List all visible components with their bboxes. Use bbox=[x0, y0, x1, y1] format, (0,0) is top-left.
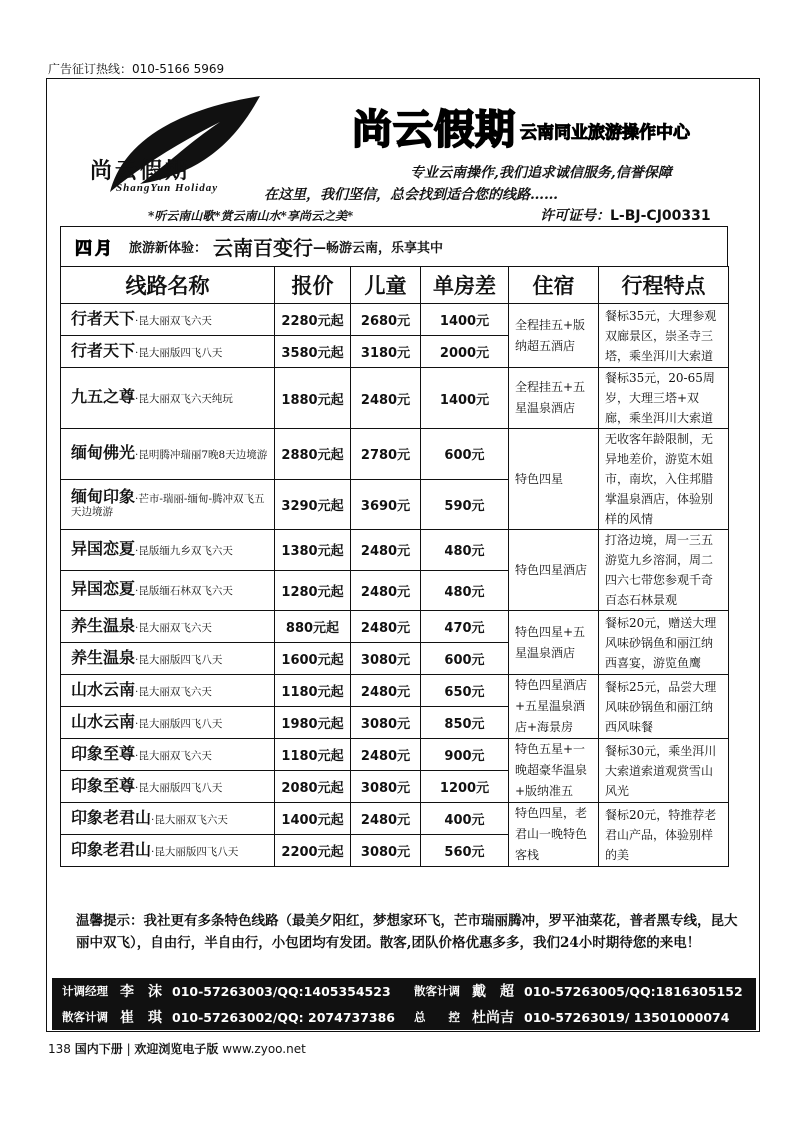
tagline: *听云南山歌*赏云南山水*享尚云之美* bbox=[148, 209, 354, 223]
page-number: 138 bbox=[48, 1042, 71, 1056]
single-supplement-cell: 600元 bbox=[421, 429, 509, 480]
route-name-cell bbox=[61, 479, 275, 530]
route-name: 养生温泉 bbox=[71, 647, 136, 667]
route-name-cell bbox=[61, 336, 275, 368]
price-cell: 1880元起 bbox=[275, 368, 351, 429]
month-label: 四月 bbox=[75, 239, 115, 259]
features-cell: 打洛边境，周一三五游览九乡溶洞，周二四六七带您参观千奇百态石林景观 bbox=[599, 530, 729, 611]
license-label: 许可证号： bbox=[540, 208, 610, 224]
features-cell: 餐标30元，乘坐洱川大索道索道观赏雪山风光 bbox=[599, 739, 729, 803]
footer-url[interactable]: www.zyoo.net bbox=[222, 1042, 306, 1056]
route-desc: ·芒市-瑞丽-缅甸-腾冲双飞五天边境游 bbox=[71, 492, 265, 518]
contact-name: 杜尚吉 bbox=[472, 1010, 514, 1026]
child-price-cell: 3080元 bbox=[351, 771, 421, 803]
child-price-cell: 2680元 bbox=[351, 304, 421, 336]
contact-phone: 010-57263003/QQ:1405354523 bbox=[172, 983, 391, 999]
contact-role: 散客计调 bbox=[62, 1010, 108, 1024]
lodging-cell: 特色四星，老君山一晚特色客栈 bbox=[509, 803, 599, 867]
single-supplement-cell: 400元 bbox=[421, 803, 509, 835]
route-name: 养生温泉 bbox=[71, 615, 136, 635]
header-child: 儿童 bbox=[351, 267, 421, 304]
route-desc: ·昆大丽双飞六天 bbox=[135, 749, 212, 762]
price-cell: 1980元起 bbox=[275, 707, 351, 739]
route-desc: ·昆大丽版四飞八天 bbox=[135, 346, 223, 359]
route-name-cell bbox=[61, 368, 275, 429]
footer-section: 国内下册 bbox=[74, 1042, 123, 1056]
route-table-section bbox=[60, 226, 728, 867]
table-row bbox=[61, 803, 729, 835]
route-desc: ·昆大丽版四飞八天 bbox=[135, 717, 223, 730]
price-cell: 1600元起 bbox=[275, 643, 351, 675]
price-cell: 2880元起 bbox=[275, 429, 351, 480]
table-row bbox=[61, 530, 729, 571]
route-name-cell bbox=[61, 643, 275, 675]
price-cell: 2200元起 bbox=[275, 835, 351, 867]
features-cell: 餐标35元，大理参观双廊景区，崇圣寺三塔，乘坐洱川大索道 bbox=[599, 304, 729, 368]
route-name-cell bbox=[61, 429, 275, 480]
single-supplement-cell: 650元 bbox=[421, 675, 509, 707]
contact-phone: 010-57263019/ 13501000074 bbox=[524, 1009, 730, 1025]
lodging-cell: 特色四星 bbox=[509, 429, 599, 530]
route-name: 缅甸印象 bbox=[71, 486, 136, 506]
route-name: 异国恋夏 bbox=[71, 579, 136, 599]
footer-welcome: 欢迎浏览电子版 bbox=[134, 1042, 219, 1056]
price-cell: 880元起 bbox=[275, 611, 351, 643]
header-price: 报价 bbox=[275, 267, 351, 304]
price-cell: 3580元起 bbox=[275, 336, 351, 368]
header-route-name: 线路名称 bbox=[61, 267, 275, 304]
contact-role: 计调经理 bbox=[62, 984, 108, 998]
route-table bbox=[60, 266, 729, 867]
license-number bbox=[540, 205, 711, 225]
price-cell: 1180元起 bbox=[275, 675, 351, 707]
header-lodging: 住宿 bbox=[509, 267, 599, 304]
features-cell: 餐标35元，20-65周岁，大理三塔+双廊，乘坐洱川大索道 bbox=[599, 368, 729, 429]
license-value: L-BJ-CJ00331 bbox=[610, 208, 711, 224]
child-price-cell: 2480元 bbox=[351, 675, 421, 707]
child-price-cell: 2480元 bbox=[351, 368, 421, 429]
route-name-cell bbox=[61, 530, 275, 571]
lodging-cell: 全程挂五+五星温泉酒店 bbox=[509, 368, 599, 429]
lodging-cell: 特色五星+一晚超豪华温泉+版纳准五 bbox=[509, 739, 599, 803]
contact-role: 总 控 bbox=[414, 1010, 460, 1024]
route-desc: ·昆大丽双飞六天纯玩 bbox=[135, 393, 233, 405]
features-cell: 餐标20元，赠送大理风味砂锅鱼和丽江纳西喜宴，游览鱼鹰 bbox=[599, 611, 729, 675]
single-supplement-cell: 590元 bbox=[421, 479, 509, 530]
theme-subtitle: —畅游云南，乐享其中 bbox=[313, 241, 444, 256]
child-price-cell: 3690元 bbox=[351, 479, 421, 530]
route-name: 行者天下 bbox=[71, 340, 136, 360]
single-supplement-cell: 850元 bbox=[421, 707, 509, 739]
route-name-cell bbox=[61, 304, 275, 336]
route-desc: ·昆大丽双飞六天 bbox=[151, 813, 228, 826]
single-supplement-cell: 560元 bbox=[421, 835, 509, 867]
child-price-cell: 3080元 bbox=[351, 707, 421, 739]
table-row bbox=[61, 429, 729, 480]
route-desc: ·昆版缅九乡双飞六天 bbox=[135, 544, 233, 557]
features-cell: 餐标25元，品尝大理风味砂锅鱼和丽江纳西风味餐 bbox=[599, 675, 729, 739]
contact-name: 戴 超 bbox=[472, 984, 514, 1000]
route-desc: ·昆大丽版四飞八天 bbox=[135, 653, 223, 666]
slogan-route: 在这里，我们坚信，总会找到适合您的线路…… bbox=[264, 187, 558, 203]
header-single-supplement: 单房差 bbox=[421, 267, 509, 304]
single-supplement-cell: 470元 bbox=[421, 611, 509, 643]
lodging-cell: 特色四星+五星温泉酒店 bbox=[509, 611, 599, 675]
child-price-cell: 2480元 bbox=[351, 739, 421, 771]
header-features: 行程特点 bbox=[599, 267, 729, 304]
single-supplement-cell: 480元 bbox=[421, 530, 509, 571]
table-row bbox=[61, 739, 729, 771]
route-name: 山水云南 bbox=[71, 711, 136, 731]
features-cell: 餐标20元，特推荐老君山产品，体验别样的美 bbox=[599, 803, 729, 867]
table-body bbox=[61, 304, 729, 867]
table-row bbox=[61, 611, 729, 643]
route-name-cell bbox=[61, 707, 275, 739]
tip-label: 温馨提示： bbox=[76, 913, 144, 929]
route-name: 印象至尊 bbox=[71, 743, 136, 763]
route-desc: ·昆大丽双飞六天 bbox=[135, 685, 212, 698]
table-row bbox=[61, 675, 729, 707]
lodging-cell: 特色四星酒店+五星温泉酒店+海景房 bbox=[509, 675, 599, 739]
contact-phone: 010-57263002/QQ: 2074737386 bbox=[172, 1009, 396, 1025]
single-supplement-cell: 480元 bbox=[421, 570, 509, 611]
slogan-service: 专业云南操作,我们追求诚信服务,信誉保障 bbox=[410, 165, 672, 181]
route-desc: ·昆大丽双飞六天 bbox=[135, 314, 212, 327]
price-cell: 2080元起 bbox=[275, 771, 351, 803]
logo-pinyin: ShangYun Holiday bbox=[116, 182, 219, 194]
contact-name: 崔 琪 bbox=[120, 1010, 162, 1026]
experience-label: 旅游新体验： bbox=[129, 241, 208, 256]
single-supplement-cell: 2000元 bbox=[421, 336, 509, 368]
features-cell: 无收客年龄限制，无异地差价，游览木姐市，南坎，入住邦腊掌温泉酒店，体验别样的风情 bbox=[599, 429, 729, 530]
single-supplement-cell: 1400元 bbox=[421, 368, 509, 429]
child-price-cell: 2480元 bbox=[351, 570, 421, 611]
table-row bbox=[61, 368, 729, 429]
price-cell: 1380元起 bbox=[275, 530, 351, 571]
route-name: 印象老君山 bbox=[71, 839, 152, 859]
route-name-cell bbox=[61, 739, 275, 771]
contact-name: 李 沫 bbox=[120, 984, 162, 1000]
route-name: 山水云南 bbox=[71, 679, 136, 699]
route-desc: ·昆明腾冲瑞丽7晚8天边境游 bbox=[135, 448, 268, 461]
route-name: 印象老君山 bbox=[71, 807, 152, 827]
child-price-cell: 2480元 bbox=[351, 611, 421, 643]
contact-bar-1 bbox=[52, 978, 756, 1004]
table-header-row bbox=[61, 267, 729, 304]
lodging-cell: 全程挂五+版纳超五酒店 bbox=[509, 304, 599, 368]
child-price-cell: 3180元 bbox=[351, 336, 421, 368]
contact-phone: 010-57263005/QQ:1816305152 bbox=[524, 983, 743, 999]
single-supplement-cell: 1400元 bbox=[421, 304, 509, 336]
child-price-cell: 2480元 bbox=[351, 803, 421, 835]
theme-title: 云南百变行 bbox=[213, 236, 314, 260]
child-price-cell: 2780元 bbox=[351, 429, 421, 480]
price-cell: 3290元起 bbox=[275, 479, 351, 530]
route-name-cell bbox=[61, 835, 275, 867]
section-header bbox=[60, 226, 728, 266]
brand-title: 尚云假期 bbox=[352, 107, 516, 153]
single-supplement-cell: 600元 bbox=[421, 643, 509, 675]
logo-chinese-name: 尚云假期 bbox=[90, 158, 191, 184]
child-price-cell: 2480元 bbox=[351, 530, 421, 571]
route-desc: ·昆大丽双飞六天 bbox=[135, 621, 212, 634]
route-name: 异国恋夏 bbox=[71, 538, 136, 558]
route-name-cell bbox=[61, 570, 275, 611]
route-desc: ·昆大丽版四飞八天 bbox=[151, 845, 239, 858]
child-price-cell: 3080元 bbox=[351, 835, 421, 867]
price-cell: 2280元起 bbox=[275, 304, 351, 336]
route-name: 印象至尊 bbox=[71, 775, 136, 795]
page-footer: 138 国内下册 | 欢迎浏览电子版 www.zyoo.net bbox=[48, 1042, 306, 1056]
route-name: 行者天下 bbox=[71, 308, 136, 328]
route-name-cell bbox=[61, 771, 275, 803]
contact-bar-2 bbox=[52, 1004, 756, 1030]
table-row bbox=[61, 304, 729, 336]
route-name: 缅甸佛光 bbox=[71, 442, 136, 462]
route-name-cell bbox=[61, 803, 275, 835]
route-desc: ·昆大丽版四飞八天 bbox=[135, 781, 223, 794]
route-name: 九五之尊 bbox=[71, 387, 136, 406]
price-cell: 1400元起 bbox=[275, 803, 351, 835]
price-cell: 1180元起 bbox=[275, 739, 351, 771]
price-cell: 1280元起 bbox=[275, 570, 351, 611]
lodging-cell: 特色四星酒店 bbox=[509, 530, 599, 611]
single-supplement-cell: 900元 bbox=[421, 739, 509, 771]
tip-text: 我社更有多条特色线路（最美夕阳红，梦想家环飞，芒市瑞丽腾冲，罗平油菜花，普者黑专线，昆大丽中双飞），自由行，半自由行，小包团均有发团。散客,团队价格优惠多多，我们24小时期待您的来电！ bbox=[76, 913, 738, 951]
tip-note bbox=[76, 910, 738, 954]
route-name-cell bbox=[61, 611, 275, 643]
child-price-cell: 3080元 bbox=[351, 643, 421, 675]
contact-role: 散客计调 bbox=[414, 984, 460, 998]
brand-subtitle: 云南同业旅游操作中心 bbox=[520, 123, 690, 143]
route-desc: ·昆版缅石林双飞六天 bbox=[135, 585, 233, 598]
route-name-cell bbox=[61, 675, 275, 707]
single-supplement-cell: 1200元 bbox=[421, 771, 509, 803]
ad-hotline: 广告征订热线：010-5166 5969 bbox=[48, 62, 225, 76]
